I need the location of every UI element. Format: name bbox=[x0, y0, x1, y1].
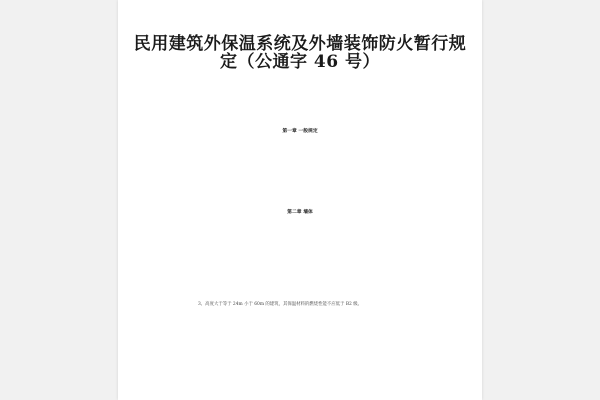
document-page bbox=[118, 0, 482, 400]
paragraph-floor-24-60: 3、高度大于等于 24m 小于 60m 的建筑，其保温材料的燃烧性能不应低于 B2 级。 bbox=[198, 302, 363, 307]
chapter-2-heading: 第二章 墙体 bbox=[287, 209, 313, 215]
chapter-1-heading: 第一章 一般规定 bbox=[282, 128, 318, 134]
document-title-line-2: 定（公通字 46 号） bbox=[220, 52, 380, 72]
document-title-line-1: 民用建筑外保温系统及外墙装饰防火暂行规 bbox=[133, 34, 467, 54]
